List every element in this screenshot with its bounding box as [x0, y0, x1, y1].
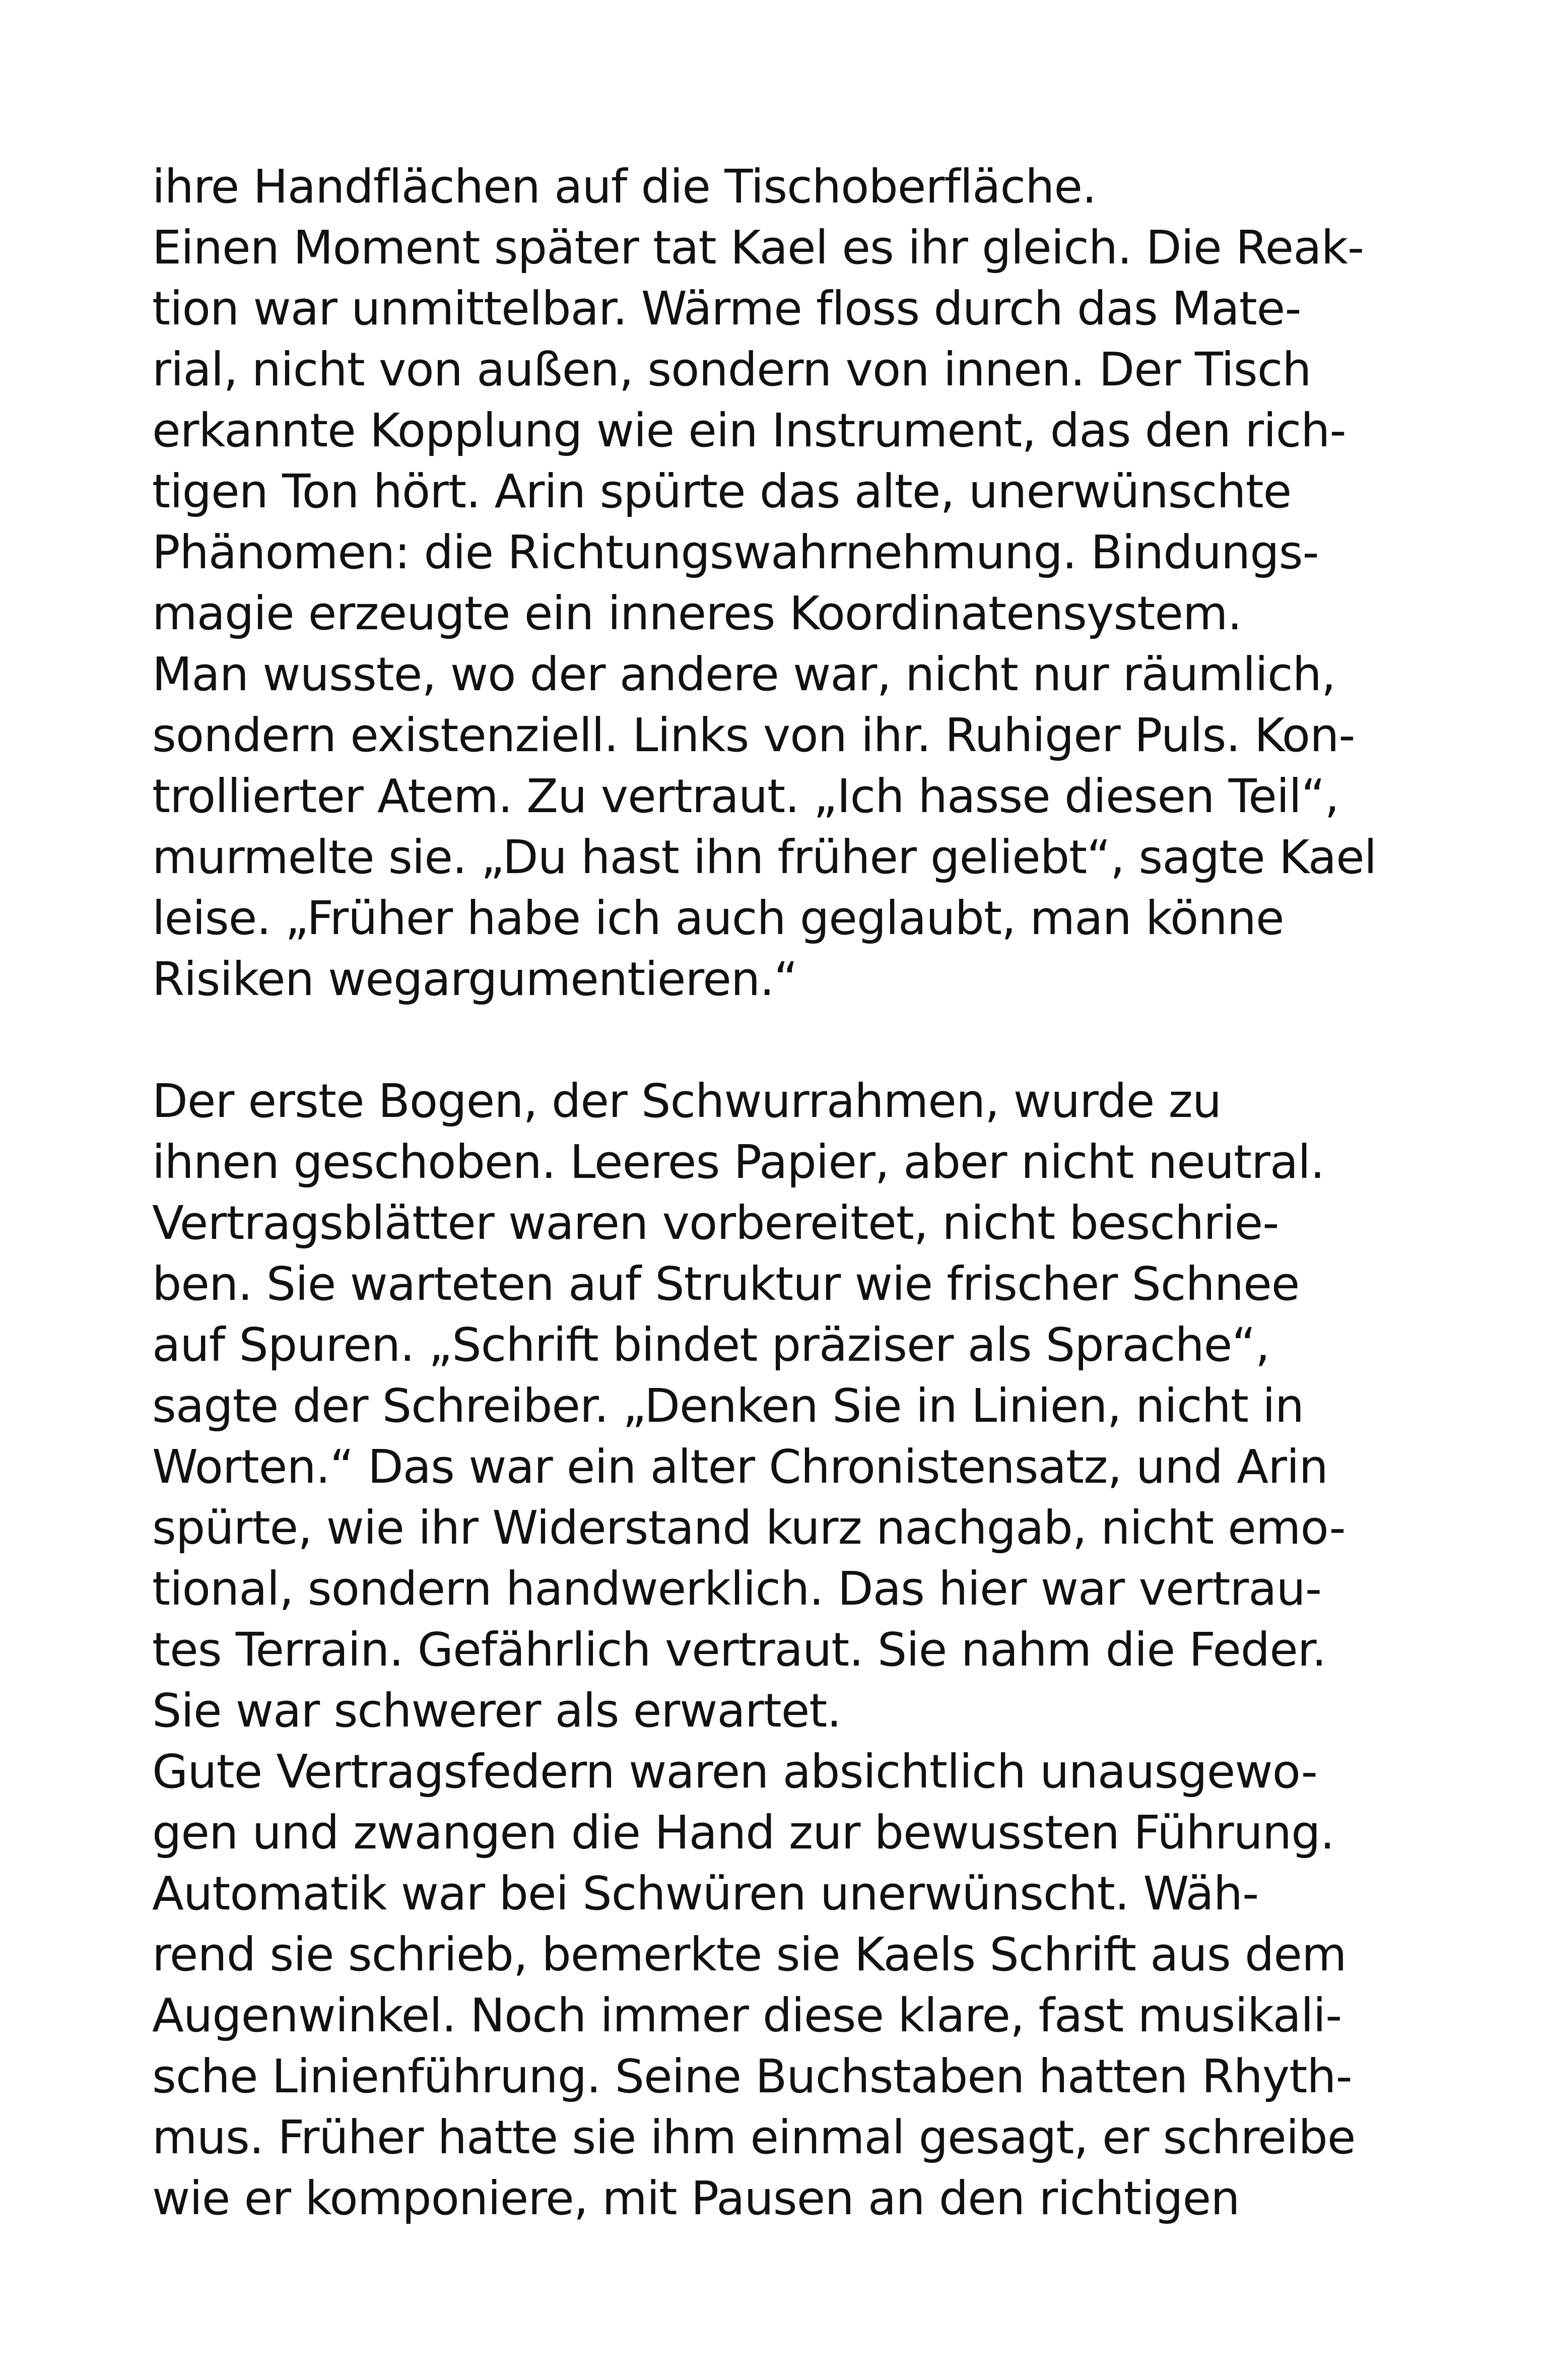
- text-line: tional, sondern handwerklich. Das hier war vertrau-: [152, 1562, 1322, 1616]
- text-line: tes Terrain. Gefährlich vertraut. Sie nahm die Feder.: [152, 1623, 1326, 1677]
- text-line: Gute Vertragsfedern waren absichtlich unausgewo-: [152, 1745, 1317, 1799]
- text-line: Einen Moment später tat Kael es ihr gleich. Die Reak-: [152, 221, 1364, 275]
- paragraph-gap: [152, 1010, 1411, 1071]
- text-line: spürte, wie ihr Widerstand kurz nachgab, nicht emo-: [152, 1501, 1346, 1555]
- text-line: sondern existenziell. Links von ihr. Ruhiger Puls. Kon-: [152, 708, 1355, 762]
- text-line: magie erzeugte ein inneres Koordinatensystem.: [152, 586, 1242, 640]
- text-line: Man wusste, wo der andere war, nicht nur räumlich,: [152, 647, 1336, 701]
- text-line: ben. Sie warteten auf Struktur wie frischer Schnee: [152, 1257, 1300, 1311]
- text-line: sagte der Schreiber. „Denken Sie in Linien, nicht in: [152, 1379, 1304, 1433]
- body-text: [152, 156, 1411, 2229]
- text-line: Sie war schwerer als erwartet.: [152, 1684, 841, 1738]
- text-line: Vertragsblätter waren vorbereitet, nicht beschrie-: [152, 1196, 1279, 1250]
- text-line: tigen Ton hört. Arin spürte das alte, unerwünschte: [152, 465, 1292, 518]
- text-line: Phänomen: die Richtungswahrnehmung. Bindungs-: [152, 525, 1319, 579]
- text-line: rial, nicht von außen, sondern von innen. Der Tisch: [152, 343, 1311, 396]
- text-line: Risiken wegargumentieren.“: [152, 952, 798, 1006]
- text-line: wie er komponiere, mit Pausen an den richtigen: [152, 2171, 1240, 2225]
- text-line: sche Linienführung. Seine Buchstaben hatten Rhyth-: [152, 2050, 1352, 2103]
- text-line: tion war unmittelbar. Wärme floss durch das Mate-: [152, 282, 1301, 336]
- text-line: murmelte sie. „Du hast ihn früher geliebt“, sagte Kael: [152, 830, 1377, 884]
- text-line: ihre Handflächen auf die Tischoberfläche.: [152, 160, 1097, 214]
- text-line: erkannte Kopplung wie ein Instrument, das den rich-: [152, 404, 1346, 457]
- text-line: Augenwinkel. Noch immer diese klare, fast musikali-: [152, 1989, 1342, 2042]
- text-line: rend sie schrieb, bemerkte sie Kaels Schrift aus dem: [152, 1928, 1347, 1981]
- text-line: ihnen geschoben. Leeres Papier, aber nicht neutral.: [152, 1135, 1325, 1189]
- text-line: Worten.“ Das war ein alter Chronistensatz, und Arin: [152, 1440, 1328, 1494]
- text-line: auf Spuren. „Schrift bindet präziser als Sprache“,: [152, 1318, 1270, 1372]
- text-line: Automatik war bei Schwüren unerwünscht. Wäh-: [152, 1867, 1259, 1921]
- text-line: mus. Früher hatte sie ihm einmal gesagt, er schreibe: [152, 2110, 1356, 2164]
- text-line: gen und zwangen die Hand zur bewussten Führung.: [152, 1806, 1334, 1860]
- text-line: leise. „Früher habe ich auch geglaubt, man könne: [152, 891, 1284, 945]
- text-line: trollierter Atem. Zu vertraut. „Ich hasse diesen Teil“,: [152, 769, 1339, 823]
- text-line: Der erste Bogen, der Schwurrahmen, wurde zu: [152, 1074, 1222, 1128]
